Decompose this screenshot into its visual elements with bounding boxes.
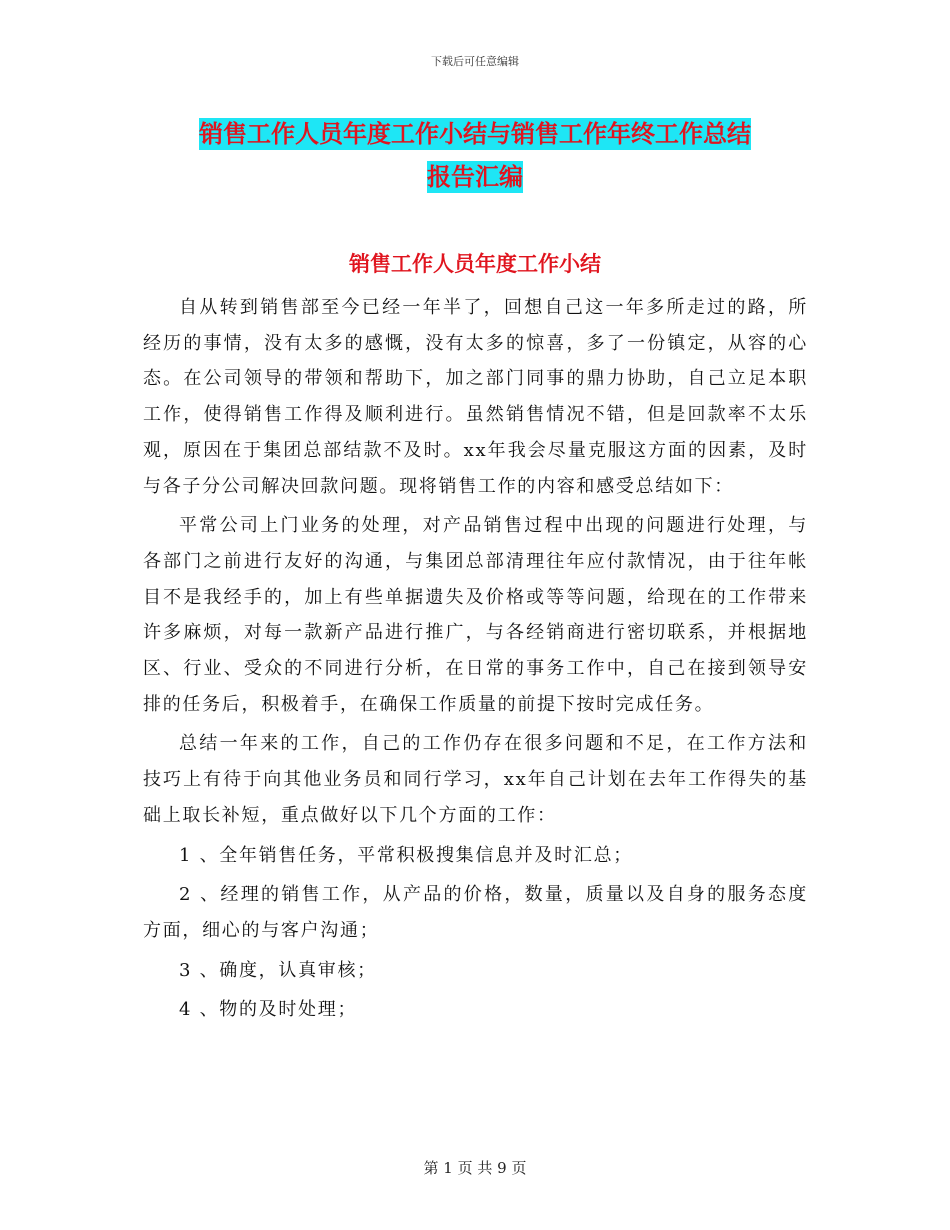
paragraph-3: 总结一年来的工作，自己的工作仍存在很多问题和不足，在工作方法和技巧上有待于向其他业务员和同行学习，xx年自己计划在去年工作得失的基础上取长补短，重点做好以下几个方面的工作： <box>143 733 808 826</box>
list-item-4: 4 、物的及时处理； <box>179 999 358 1021</box>
document-title-line-2: 报告汇编 <box>427 163 523 191</box>
page-number-footer: 第 1 页 共 9 页 <box>423 1159 527 1177</box>
document-title <box>0 113 950 199</box>
section-title: 销售工作人员年度工作小结 <box>349 252 601 276</box>
list-item-1: 1 、全年销售任务，平常积极搜集信息并及时汇总； <box>179 844 633 866</box>
paragraph-1: 自从转到销售部至今已经一年半了，回想自己这一年多所走过的路，所经历的事情，没有太多的感慨，没有太多的惊喜，多了一份镇定，从容的心态。在公司领导的带领和帮助下，加之部门同事的鼎力协助，自己立足本职工作，使得销售工作得及顺利进行。虽然销售情况不错，但是回款率不太乐观，原因在于集团总部结款不及时。xx年我会尽量克服这方面的因素，及时与各子分公司解决回款问题。现将销售工作的内容和感受总结如下： <box>143 297 808 497</box>
page-header-note: 下载后可任意编辑 <box>431 55 519 68</box>
document-body <box>143 290 808 1032</box>
list-item-3: 3 、确度，认真审核； <box>179 959 377 981</box>
document-title-line-1: 销售工作人员年度工作小结与销售工作年终工作总结 <box>199 120 751 148</box>
list-item-2: 2 、经理的销售工作，从产品的价格，数量，质量以及自身的服务态度方面，细心的与客户沟通； <box>143 884 808 941</box>
paragraph-2: 平常公司上门业务的处理，对产品销售过程中出现的问题进行处理，与各部门之前进行友好的沟通，与集团总部清理往年应付款情况，由于往年帐目不是我经手的，加上有些单据遗失及价格或等等问题，给现在的工作带来许多麻烦，对每一款新产品进行推广，与各经销商进行密切联系，并根据地区、行业、受众的不同进行分析，在日常的事务工作中，自己在接到领导安排的任务后，积极着手，在确保工作质量的前提下按时完成任务。 <box>143 515 808 715</box>
